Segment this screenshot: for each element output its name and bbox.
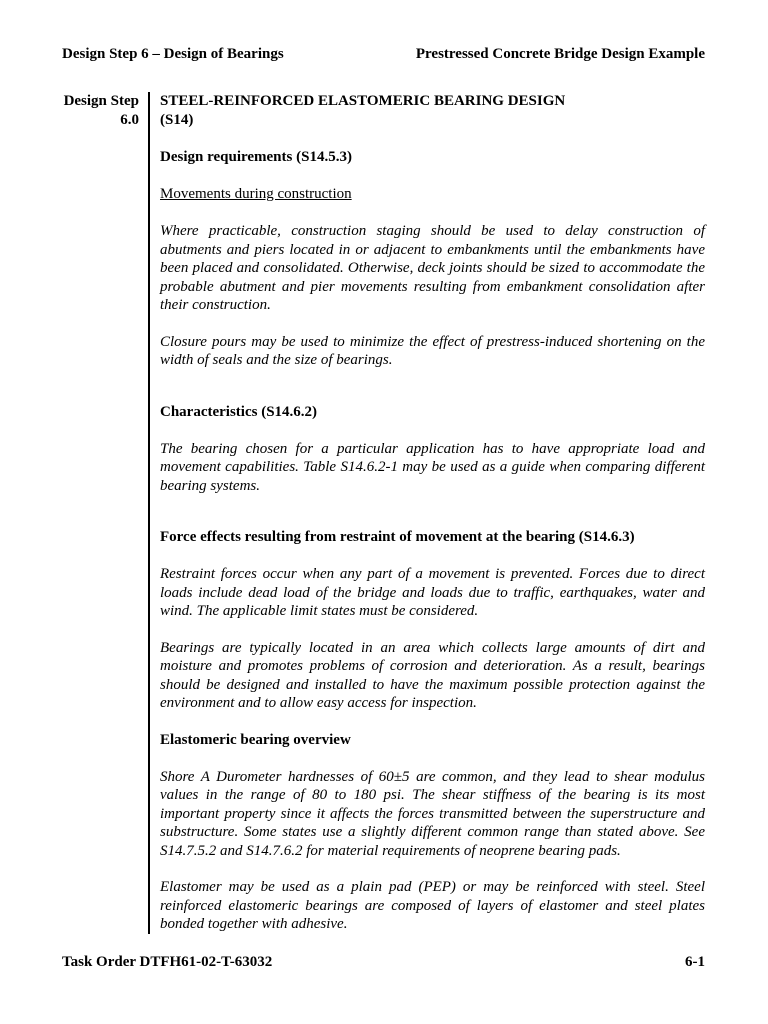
page-header <box>62 45 705 63</box>
paragraph: Bearings are typically located in an area which collects large amounts of dirt and moisture and promotes problems of corrosion and deterioration. As a result, bearings should be designed and installed to have the maximum possible protection against the environment and to allow easy access for inspection. <box>160 639 705 711</box>
paragraph: The bearing chosen for a particular application has to have appropriate load and movement capabilities. Table S14.6.2-1 may be used as a guide when comparing different bearing systems. <box>160 440 705 494</box>
main-content-column <box>148 92 705 934</box>
page-footer <box>62 953 705 971</box>
section-title-ref: (S14) <box>160 112 194 128</box>
section-title-line1: STEEL-REINFORCED ELASTOMERIC BEARING DESIGN <box>160 93 566 109</box>
design-step-number: 6.0 <box>120 112 139 128</box>
section-heading: Force effects resulting from restraint of movement at the bearing (S14.6.3) <box>160 529 635 545</box>
paragraph: Closure pours may be used to minimize the effect of prestress-induced shortening on the width of seals and the size of bearings. <box>160 333 705 368</box>
header-right-title: Prestressed Concrete Bridge Design Example <box>415 46 705 62</box>
paragraph: Shore A Durometer hardnesses of 60±5 are common, and they lead to shear modulus values in the range of 80 to 180 psi. The shear stiffness of the bearing is its most important property since it affects the forces transmitted between the superstructure and substructure. Some states use a slightly different common range than stated above. See S14.7.5.2 and S14.7.6.2 for material requirements of neoprene bearing pads. <box>160 768 705 859</box>
section-title <box>160 92 705 130</box>
section-heading: Elastomeric bearing overview <box>160 731 351 748</box>
paragraph: Where practicable, construction staging should be used to delay construction of abutments and piers located in or adjacent to embankments until the embankments have been placed and consolidated. Otherwise, deck joints should be sized to accommodate the probable abutment and pier movements resulting from embankment consolidation after their construction. <box>160 223 705 313</box>
document-body <box>62 92 705 934</box>
section-heading: Design requirements (S14.5.3) <box>160 149 352 165</box>
paragraph: Restraint forces occur when any part of a movement is prevented. Forces due to direct loads include dead load of the bridge and loads due to traffic, earthquakes, water and wind. The applicable limit states must be considered. <box>160 566 705 619</box>
design-step-label: Design Step <box>63 93 139 109</box>
section-heading: Characteristics (S14.6.2) <box>160 403 318 420</box>
design-step-label-column <box>62 92 148 934</box>
footer-page-number: 6-1 <box>685 954 705 970</box>
paragraph: Elastomer may be used as a plain pad (PEP) or may be reinforced with steel. Steel reinforced elastomeric bearings are composed of layers of elastomer and steel plates bonded together with adhesive. <box>160 879 705 932</box>
footer-task-order: Task Order DTFH61-02-T-63032 <box>62 954 273 970</box>
header-left-title: Design Step 6 – Design of Bearings <box>62 46 284 62</box>
subsection-heading-underlined: Movements during construction <box>160 186 352 202</box>
